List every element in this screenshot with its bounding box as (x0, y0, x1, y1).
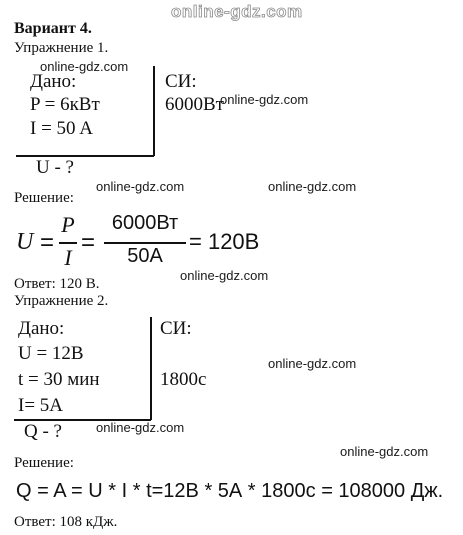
given-label: Дано: (30, 71, 77, 92)
solution-label: Решение: (14, 455, 74, 471)
si-value: 6000Вт (165, 94, 224, 115)
si-label: СИ: (165, 71, 197, 92)
formula-result: = 120В (189, 229, 260, 254)
fraction-numerator: P (61, 212, 75, 237)
answer-1: Ответ: 120 В. (14, 276, 100, 292)
solution-label: Решение: (14, 190, 74, 206)
watermark: online-gdz.com (220, 92, 309, 107)
formula-equals: = (40, 229, 55, 256)
watermark: online-gdz.com (340, 444, 429, 459)
exercise-2-title: Упражнение 2. (14, 293, 109, 309)
given-current: I= 5A (18, 395, 64, 416)
answer-2: Ответ: 108 кДж. (14, 514, 118, 530)
table-vertical-line (150, 317, 152, 420)
exercise-1-title: Упражнение 1. (14, 40, 109, 56)
watermark: online-gdz.com (268, 179, 357, 194)
given-power: P = 6кВт (30, 94, 100, 115)
fraction-denominator: 50A (127, 245, 163, 267)
fraction-bar (59, 242, 77, 244)
watermark: online-gdz.com (96, 179, 185, 194)
variant-title: Вариант 4. (14, 20, 92, 37)
given-time: t = 30 мин (18, 369, 100, 390)
fraction-numerator: 6000Вт (111, 212, 179, 234)
fraction-bar (104, 242, 186, 244)
formula-equals: = (81, 229, 96, 256)
formula-heat: Q = A = U * I * t=12В * 5А * 1800с = 108000 Дж. (16, 480, 444, 502)
find-unknown: U - ? (36, 157, 74, 178)
fraction-denominator: I (64, 245, 72, 270)
watermark-header: online-gdz.com (171, 2, 303, 21)
watermark: online-gdz.com (96, 420, 185, 435)
formula-lhs: U (16, 229, 34, 255)
given-voltage: U = 12В (18, 343, 84, 364)
given-current: I = 50 A (30, 118, 93, 139)
table-vertical-line (153, 66, 155, 156)
watermark: online-gdz.com (40, 59, 129, 74)
watermark: online-gdz.com (180, 268, 269, 283)
watermark: online-gdz.com (268, 356, 357, 371)
find-unknown: Q - ? (24, 421, 62, 442)
si-label: СИ: (160, 318, 192, 339)
si-value: 1800с (160, 369, 207, 390)
given-label: Дано: (18, 318, 65, 339)
